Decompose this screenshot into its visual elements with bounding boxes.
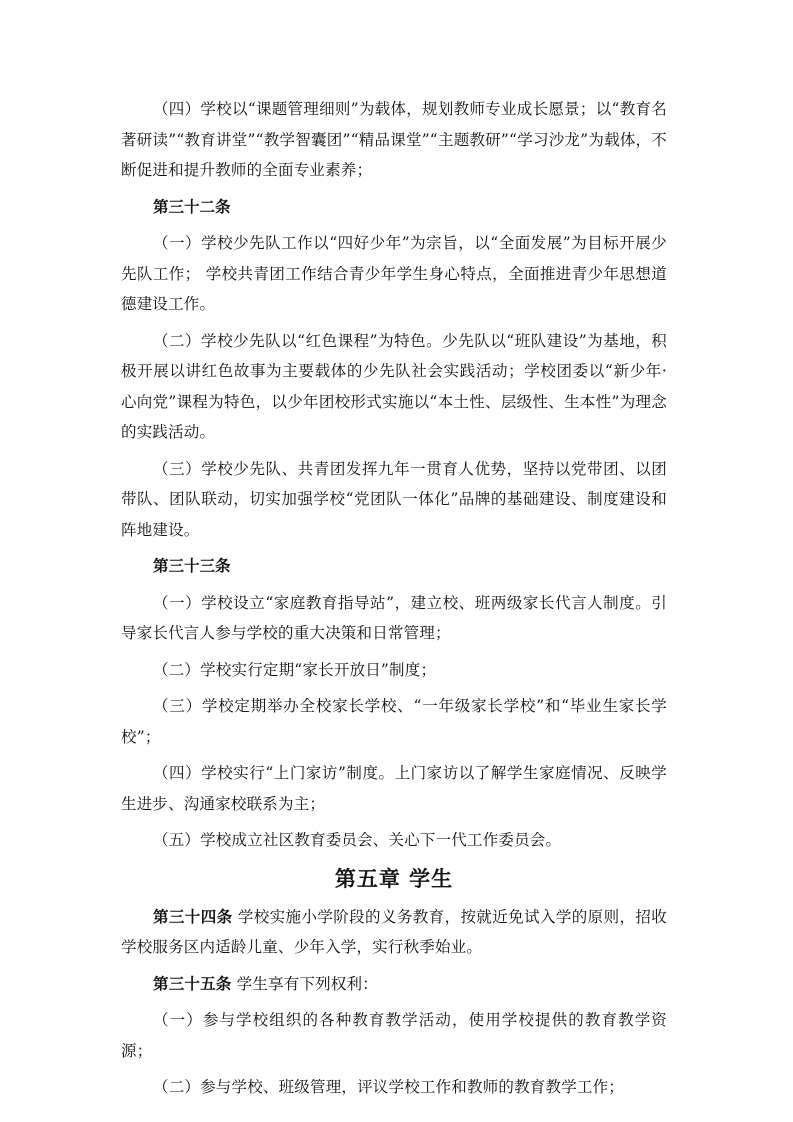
- paragraph-33-3: （三）学校定期举办全校家长学校、“一年级家长学校”和“毕业生家长学校”；: [121, 697, 667, 746]
- article-34-paragraph: [121, 902, 667, 963]
- paragraph-31-4: （四）学校以“课题管理细则”为载体，规划教师专业成长愿景；以“教育名著研读”“教育讲堂”“教学智囊团”“精品课堂”“主题教研”“学习沙龙”为载体，不断促进和提升教师的全面专业素养；: [121, 100, 667, 179]
- article-34-body: 学校实施小学阶段的义务教育，按就近免试入学的原则，招收学校服务区内适龄儿童、少年入学，实行秋季始业。: [121, 907, 667, 956]
- article-35-body: 学生享有下列权利：: [231, 974, 378, 993]
- paragraph-33-5: （五）学校成立社区教育委员会、关心下一代工作委员会。: [153, 831, 562, 849]
- article-35-paragraph: [121, 969, 667, 1000]
- paragraph-33-1: （一）学校设立“家庭教育指导站”，建立校、班两级家长代言人制度。引导家长代言人参与学校的重大决策和日常管理；: [121, 593, 667, 642]
- article-34-heading: 第三十四条: [153, 907, 233, 926]
- paragraph-35-1: （一）参与学校组织的各种教育教学活动，使用学校提供的教育教学资源；: [121, 1011, 667, 1060]
- article-33-heading: 第三十三条: [153, 557, 231, 575]
- article-35-heading: 第三十五条: [153, 974, 232, 993]
- paragraph-35-2: （二）参与学校、班级管理，评议学校工作和教师的教育教学工作；: [153, 1078, 625, 1096]
- article-32-heading: 第三十二条: [153, 197, 231, 216]
- chapter-5-title: 第五章 学生: [334, 866, 454, 891]
- paragraph-32-2: （二）学校少先队以“红色课程”为特色。少先队以“班队建设”为基地，积极开展以讲红色故事为主要载体的少先队社会实践活动；学校团委以“新少年·心向党”课程为特色，以少年团校形式实施以“本土性、层级性、生本性”为理念的实践活动。: [121, 331, 667, 441]
- paragraph-33-2: （二）学校实行定期“家长开放日”制度；: [153, 660, 437, 679]
- paragraph-32-3: （三）学校少先队、共青团发挥九年一贯育人优势，坚持以党带团、以团带队、团队联动，切实加强学校“党团队一体化”品牌的基础建设、制度建设和阵地建设。: [121, 459, 667, 539]
- paragraph-33-4: （四）学校实行“上门家访”制度。上门家访以了解学生家庭情况、反映学生进步、沟通家校联系为主；: [121, 764, 667, 813]
- paragraph-32-1: （一）学校少先队工作以“四好少年”为宗旨，以“全面发展”为目标开展少先队工作； 学校共青团工作结合青少年学生身心特点，全面推进青少年思想道德建设工作。: [121, 234, 667, 313]
